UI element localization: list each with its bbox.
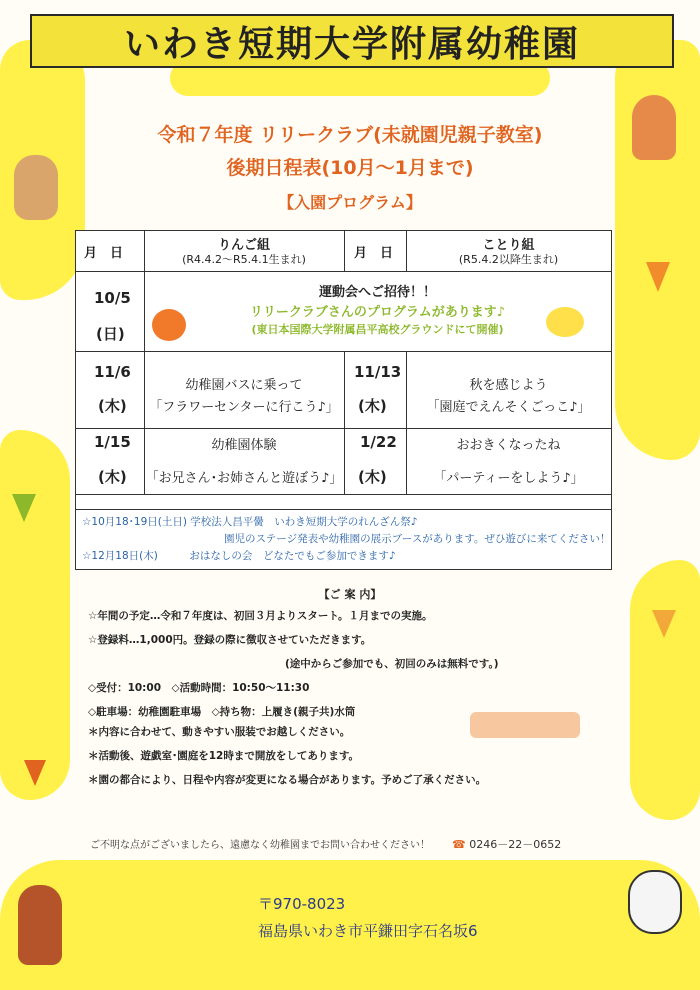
row3-b1: おおきくなったね: [456, 438, 561, 453]
header-ringo-sub: (R4.4.2～R5.4.1生まれ): [182, 253, 306, 266]
red-panda-illustration: [18, 885, 62, 965]
note-2: 園児のステージ発表や幼稚園の展示ブースがあります。ぜひ遊びに来てください！: [224, 533, 611, 545]
header-ringo: りんご組: [217, 238, 270, 253]
zip-code: 〒970-8023: [258, 895, 346, 913]
row1-line2: リリークラブさんのプログラムがあります♪: [249, 305, 506, 320]
row3-date-b: 1/22: [360, 433, 397, 451]
row2-day-a: (木): [98, 397, 127, 415]
bunting-flag: [24, 760, 46, 786]
row2-day-b: (木): [358, 397, 387, 415]
row2-a1: 幼稚園バスに乗って: [185, 378, 303, 393]
guide-item-1: ☆年間の予定…令和７年度は、初回３月よりスタート。１月までの実施。: [88, 610, 433, 622]
guide-item-4: ◇受付：10:00 ◇活動時間：10:50～11:30: [88, 682, 310, 694]
header-kotori: ことり組: [482, 238, 535, 253]
header-date-2: 月 日: [354, 246, 394, 261]
school-title-band: [30, 14, 674, 68]
row1-line3: (東日本国際大学附属昌平高校グラウンドにて開催): [251, 323, 504, 336]
row3-date-a: 1/15: [94, 433, 131, 451]
note-3: ☆12月18日(木) おはなしの会 どなたでもご参加できます♪: [82, 550, 396, 562]
header-date: 月 日: [84, 246, 124, 261]
guide-item-3: (途中からご参加でも、初回のみは無料です。): [285, 658, 499, 670]
row3-a2: 「お兄さん･お姉さんと遊ぼう♪」: [145, 471, 343, 486]
doc-subtitle: 後期日程表(10月～1月まで): [226, 157, 474, 179]
panda-illustration: [628, 870, 682, 934]
guide-item-8: ＊園の都合により、日程や内容が変更になる場合があります。予めご了承ください。: [88, 774, 487, 786]
guide-item-7: ＊活動後、遊戯室･園庭を12時まで開放をしてあります。: [88, 750, 360, 762]
program-label: 【入園プログラム】: [278, 193, 422, 212]
row3-day-a: (木): [98, 468, 127, 486]
row2-b2: 「園庭でえんそくごっこ♪」: [426, 400, 591, 415]
row1-line1: 運動会へご招待！！: [318, 285, 436, 300]
contact-text: ご不明な点がございましたら、遠慮なく幼稚園までお問い合わせください！: [90, 840, 430, 851]
row3-b2: 「パーティーをしよう♪」: [433, 471, 584, 486]
address: 福島県いわき市平鎌田字石名坂6: [258, 922, 478, 940]
phone-number-text: 0246－22－0652: [469, 838, 562, 851]
header-kotori-sub: (R5.4.2以降生まれ): [458, 253, 559, 266]
phone-number: [452, 836, 561, 852]
toy-train-illustration: [470, 712, 580, 738]
row3-a1: 幼稚園体験: [211, 438, 277, 453]
bunting-flag: [652, 610, 676, 638]
guide-item-2: ☆登録料…1,000円。登録の際に徴収させていただきます。: [88, 634, 372, 646]
paint-splash: [0, 430, 70, 800]
doc-title: 令和７年度 リリークラブ(未就園児親子教室): [157, 124, 543, 146]
row3-day-b: (木): [358, 468, 387, 486]
row2-date-a: 11/6: [94, 363, 131, 381]
row1-day: (日): [96, 325, 125, 343]
row1-date: 10/5: [94, 289, 131, 307]
schedule-table: [75, 230, 612, 570]
phone-icon: ☎: [452, 838, 466, 851]
bunting-flag: [646, 262, 670, 292]
guide-item-6: ＊内容に合わせて、動きやすい服装でお越しください。: [88, 726, 351, 738]
bunting-flag: [12, 494, 36, 522]
guide-heading: 【ご 案 内】: [318, 588, 382, 601]
row2-b1: 秋を感じよう: [469, 378, 548, 393]
row2-date-b: 11/13: [354, 363, 402, 381]
guide-item-5: ◇駐車場：幼稚園駐車場 ◇持ち物：上履き(親子共)水筒: [88, 706, 356, 718]
row2-a2: 「フラワーセンターに行こう♪」: [149, 400, 339, 415]
note-1: ☆10月18･19日(土日) 学校法人昌平黌 いわき短期大学のれんざん祭♪: [82, 516, 418, 528]
school-title: いわき短期大学附属幼稚園: [123, 23, 580, 65]
